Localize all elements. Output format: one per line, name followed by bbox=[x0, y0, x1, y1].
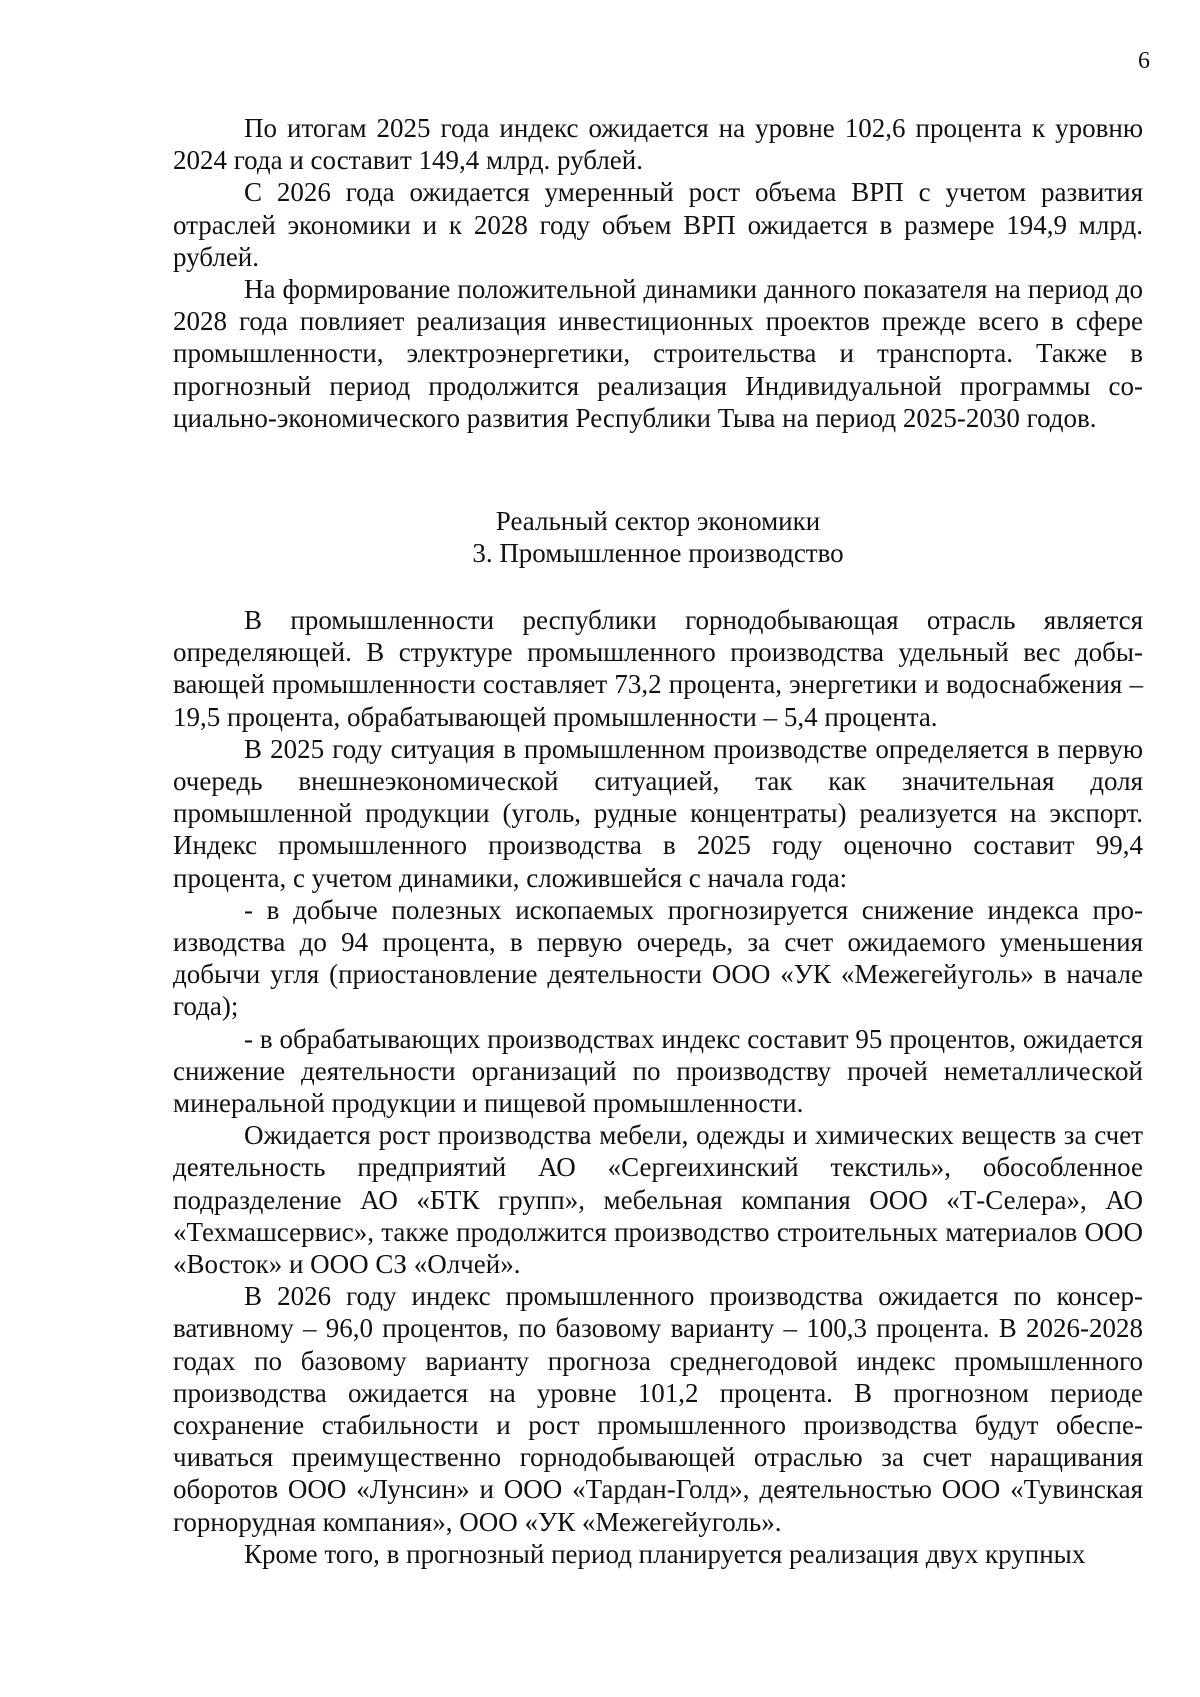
paragraph-production-growth: Ожидается рост производства мебели, одежды и химических веществ за счет деятельность предприятий АО «Сергеихинский текстиль», обособленное подразделение АО «БТК групп», мебельная компания ООО «Т-Селера», АО «Техмашсервис», также продолжится производство строительных материалов ООО «Восток» и ООО СЗ «Олчей». bbox=[173, 1120, 1143, 1280]
intro-section bbox=[173, 112, 1143, 434]
paragraph-mining-structure: В промышленности республики горнодобывающая отрасль является определяющей. В структуре промышленного производства удельный вес добывающей промышленности составляет 73,2 процента, энергетики и водоснабжения – 19,5 процента, обрабатывающей промышленности – 5,4 процента. bbox=[173, 605, 1143, 732]
paragraph-vrp-growth: С 2026 года ожидается умеренный рост объема ВРП с учетом развития отраслей экономики и к 2028 году объем ВРП ожидается в размере 194,9 млрд. рублей. bbox=[173, 177, 1143, 272]
paragraph-manufacturing-forecast: - в обрабатывающих производствах индекс составит 95 процентов, ожидается снижение деятельности организаций по производству прочей неметаллической минеральной продукции и пищевой промышленности. bbox=[173, 1023, 1143, 1119]
paragraph-mining-forecast: - в добыче полезных ископаемых прогнозируется снижение индекса производства до 94 процента, в первую очередь, за счет ожидаемого уменьшения добычи угля (приостановление деятельности ООО «УК «Межегейуголь» в начале года); bbox=[173, 894, 1143, 1022]
section-headings bbox=[173, 505, 1143, 569]
paragraph-positive-dynamics: На формирование положительной динамики данного показателя на период до 2028 года повлияет реализация инвестиционных проектов прежде всего в сфере промышленности, электроэнергетики, строительства и транспорта. Также в прогнозный период продолжится реализация Индивидуальной программы социально-экономического развития Республики Тыва на период 2025-2030 годов. bbox=[173, 274, 1143, 433]
paragraph-index-2026: В 2026 году индекс промышленного производства ожидается по консервативному – 96,0 процентов, по базовому варианту – 100,3 процента. В 2026-2028 годах по базовому варианту прогноза среднегодовой индекс промышленного производства ожидается на уровне 101,2 процента. В прогнозном периоде сохранение стабильности и рост промышленного производства будут обеспечиваться преимущественно горнодобывающей отраслью за счет наращивания оборотов ООО «Лунсин» и ООО «Тардан-Голд», деятельностью ООО «Тувинская горнорудная компания», ООО «УК «Межегейуголь». bbox=[173, 1281, 1143, 1537]
subsection-heading: 3. Промышленное производство bbox=[472, 538, 844, 568]
paragraph-additional-projects: Кроме того, в прогнозный период планируется реализация двух крупных bbox=[244, 1538, 1086, 1569]
industry-section bbox=[173, 604, 1143, 1570]
paragraph-index-2025: По итогам 2025 года индекс ожидается на уровне 102,6 процента к уровню 2024 года и составит 149,4 млрд. рублей. bbox=[173, 113, 1143, 176]
page-number: 6 bbox=[1138, 48, 1150, 74]
section-heading: Реальный сектор экономики bbox=[495, 506, 821, 536]
paragraph-situation-2025: В 2025 году ситуация в промышленном производстве определяется в первую очередь внешнеэкономической ситуацией, так как значительная доля промышленной продукции (уголь, рудные концентраты) реализуется на экспорт. Индекс промышленного производства в 2025 году оценочно составит 99,4 процента, с учетом динамики, сложившейся с начала года: bbox=[173, 733, 1143, 893]
